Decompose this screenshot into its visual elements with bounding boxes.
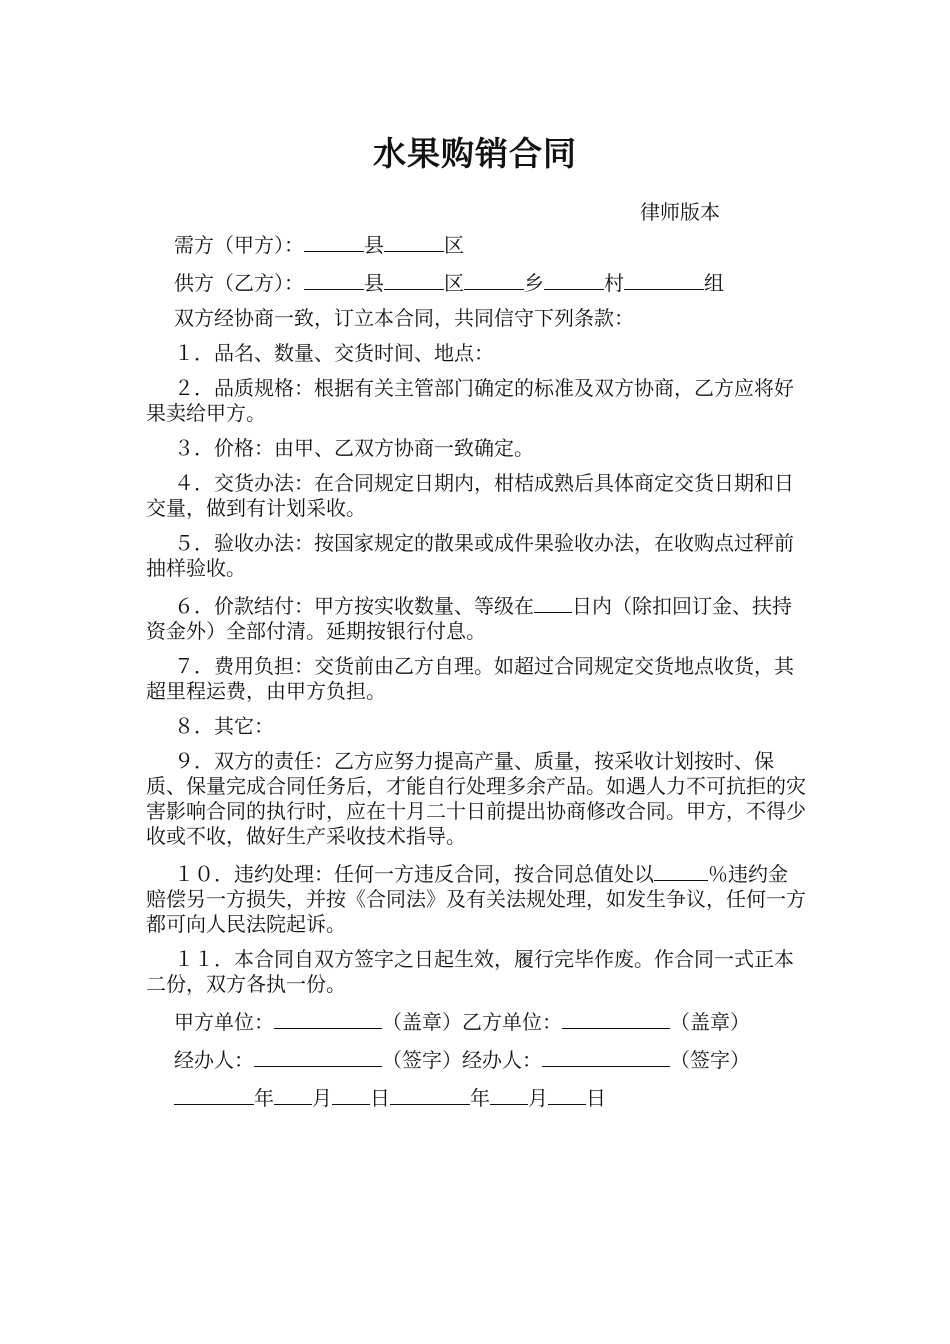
blank-field: [548, 1083, 586, 1105]
blank-field: [274, 1083, 312, 1105]
seller-line: [146, 268, 806, 296]
clause-10: [146, 859, 806, 937]
unit-county: 县: [364, 233, 384, 257]
blank-field: [384, 268, 444, 290]
clause-9: ９．双方的责任：乙方应努力提高产量、质量，按采收计划按时、保质、保量完成合同任务后，才能自行处理多余产品。如遇人力不可抗拒的灾害影响合同的执行时，应在十月二十日前提出协商修改合同。甲方，不得少收或不收，做好生产采收技术指导。: [146, 749, 806, 848]
clause-7: ７．费用负担：交货前由乙方自理。如超过合同规定交货地点收货，其超里程运费，由甲方负担。: [146, 654, 794, 703]
clause-2: ２．品质规格：根据有关主管部门确定的标准及双方协商，乙方应将好果卖给甲方。: [146, 376, 794, 425]
blank-field: [304, 268, 364, 290]
day-label: 日: [586, 1086, 606, 1110]
unit-county: 县: [364, 271, 384, 295]
blank-field: [274, 1007, 382, 1029]
buyer-line: [146, 230, 806, 258]
contract-body: [146, 230, 806, 1121]
clause-3: ３．价格：由甲、乙双方协商一致确定。: [174, 436, 534, 460]
unit-district: 区: [444, 271, 464, 295]
date-line: [146, 1083, 806, 1111]
blank-field: [562, 1007, 670, 1029]
blank-field: [654, 859, 708, 881]
sign-note: （签字）: [670, 1048, 750, 1072]
document-title: 水果购销合同: [373, 134, 577, 173]
unit-group: 组: [704, 271, 724, 295]
signature-block: [146, 1007, 806, 1111]
clause-10-text-b: ％违约金赔偿另一方损失，并按《合同法》及有关法规处理，如发生争议，任何一方都可向人民法院起诉。: [146, 862, 806, 936]
clause-6-text-b: 日内（除扣回订金、扶持资金外）全部付清。延期按银行付息。: [146, 594, 792, 643]
blank-field: [534, 591, 572, 613]
seal-note: （盖章）: [670, 1010, 750, 1034]
blank-field: [174, 1083, 254, 1105]
month-label: 月: [312, 1086, 332, 1110]
blank-field: [384, 230, 444, 252]
blank-field: [390, 1083, 470, 1105]
seal-note: （盖章）: [382, 1010, 462, 1034]
clause-6-text-a: ６．价款结付：甲方按实收数量、等级在: [174, 594, 534, 618]
blank-field: [332, 1083, 370, 1105]
blank-field: [624, 268, 704, 290]
year-label: 年: [254, 1086, 274, 1110]
year-label: 年: [470, 1086, 490, 1110]
month-label: 月: [528, 1086, 548, 1110]
clause-10-text-a: １０．违约处理：任何一方违反合同，按合同总值处以: [174, 862, 654, 886]
unit-line: [146, 1007, 806, 1035]
handler-b-label: 经办人：: [462, 1048, 542, 1072]
unit-district: 区: [444, 233, 464, 257]
day-label: 日: [370, 1086, 390, 1110]
intro-paragraph: 双方经协商一致，订立本合同，共同信守下列条款：: [174, 306, 634, 330]
blank-field: [254, 1045, 382, 1067]
sign-note: （签字）: [382, 1048, 462, 1072]
blank-field: [304, 230, 364, 252]
seller-label: 供方（乙方）：: [174, 271, 304, 295]
version-label: 律师版本: [640, 200, 720, 224]
buyer-label: 需方（甲方）：: [174, 233, 304, 257]
clause-8: ８．其它：: [174, 714, 274, 738]
clause-5: ５．验收办法：按国家规定的散果或成件果验收办法，在收购点过秤前抽样验收。: [146, 531, 794, 580]
blank-field: [464, 268, 524, 290]
clause-6: [146, 591, 806, 644]
unit-village: 村: [604, 271, 624, 295]
unit-township: 乡: [524, 271, 544, 295]
party-b-unit-label: 乙方单位：: [462, 1010, 562, 1034]
blank-field: [490, 1083, 528, 1105]
handler-a-label: 经办人：: [174, 1048, 254, 1072]
party-a-unit-label: 甲方单位：: [174, 1010, 274, 1034]
handler-line: [146, 1045, 806, 1073]
clause-11: １１．本合同自双方签字之日起生效，履行完毕作废。作合同一式正本二份，双方各执一份。: [146, 947, 794, 996]
clause-4: ４．交货办法：在合同规定日期内，柑桔成熟后具体商定交货日期和日交量，做到有计划采收。: [146, 471, 794, 520]
blank-field: [542, 1045, 670, 1067]
blank-field: [544, 268, 604, 290]
clause-1: １．品名、数量、交货时间、地点：: [174, 341, 494, 365]
